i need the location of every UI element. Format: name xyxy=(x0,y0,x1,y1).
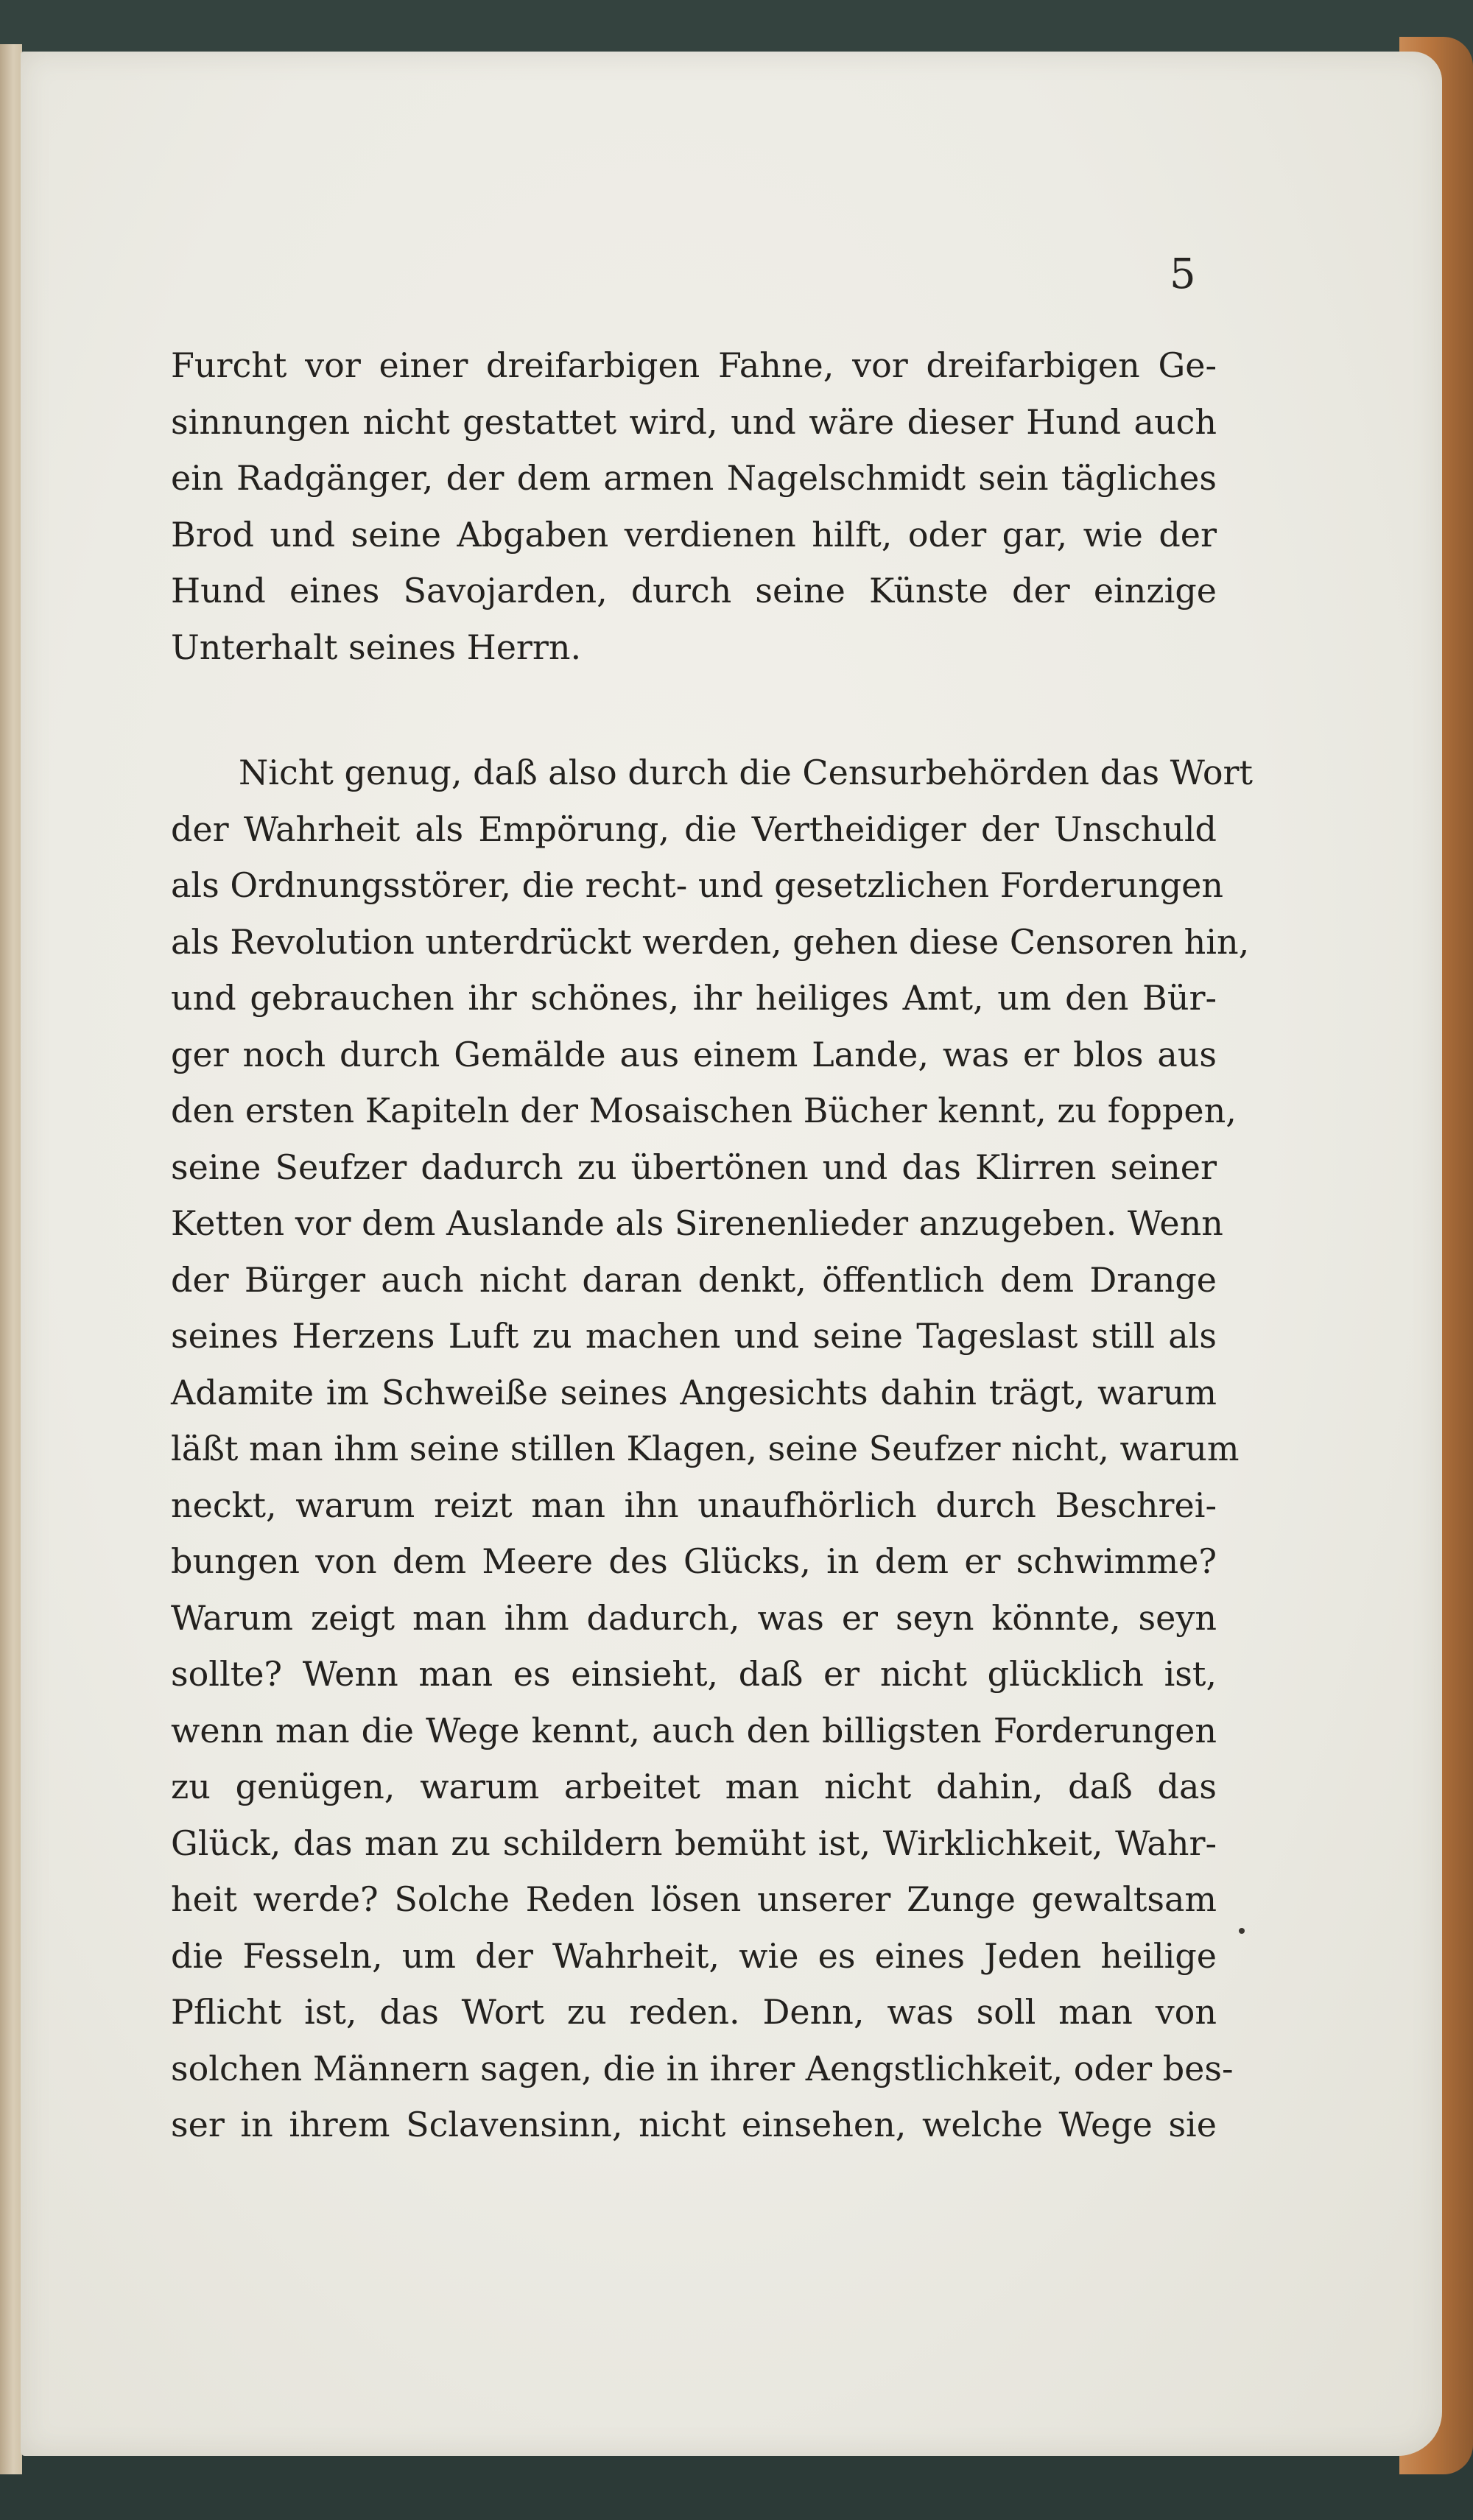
text-line: und gebrauchen ihr schönes, ihr heiliges Amt, um den Bür- xyxy=(171,978,1217,1018)
text-line: solchen Männern sagen, die in ihrer Aengstlichkeit, oder bes- xyxy=(171,2048,1234,2088)
text-line: neckt, warum reizt man ihn unaufhörlich durch Beschrei- xyxy=(171,1485,1217,1525)
text-line: den ersten Kapiteln der Mosaischen Bücher kennt, zu foppen, xyxy=(171,1091,1237,1130)
text-line: Hund eines Savojarden, durch seine Künste der einzige xyxy=(171,571,1217,610)
paragraph-gap xyxy=(171,675,1217,745)
text-line: als Revolution unterdrückt werden, gehen diese Censoren hin, xyxy=(171,921,1250,962)
text-line: bungen von dem Meere des Glücks, in dem er schwimme? xyxy=(171,1541,1217,1581)
text-line: sinnungen nicht gestattet wird, und wäre dieser Hund auch xyxy=(171,401,1217,442)
text-line: Pflicht ist, das Wort zu reden. Denn, was soll man von xyxy=(171,1992,1217,2032)
text-line: ger noch durch Gemälde aus einem Lande, was er blos aus xyxy=(171,1034,1217,1074)
body-text xyxy=(171,337,1254,2153)
page-number: 5 xyxy=(1170,250,1196,298)
text-line: Brod und seine Abgaben verdienen hilft, oder gar, wie der xyxy=(171,514,1217,555)
text-line: seines Herzens Luft zu machen und seine Tageslast still als xyxy=(171,1316,1217,1356)
text-line: Unterhalt seines Herrn. xyxy=(171,627,582,667)
paragraph xyxy=(171,745,1254,2153)
text-line: seine Seufzer dadurch zu übertönen und das Klirren seiner xyxy=(171,1147,1217,1187)
text-line: ser in ihrem Sclavensinn, nicht einsehen, welche Wege sie xyxy=(171,2105,1217,2144)
text-line: läßt man ihm seine stillen Klagen, seine Seufzer nicht, warum xyxy=(171,1429,1240,1468)
text-line: Adamite im Schweiße seines Angesichts dahin trägt, warum xyxy=(171,1372,1217,1412)
text-line: als Ordnungsstörer, die recht- und gesetzlichen Forderungen xyxy=(171,865,1223,905)
paragraph xyxy=(171,337,1217,675)
text-line: der Wahrheit als Empörung, die Vertheidiger der Unschuld xyxy=(171,809,1217,849)
text-line: Ketten vor dem Auslande als Sirenenlieder anzugeben. Wenn xyxy=(171,1203,1223,1243)
text-line: zu genügen, warum arbeitet man nicht dahin, daß das xyxy=(171,1767,1217,1806)
text-line: wenn man die Wege kennt, auch den billigsten Forderungen xyxy=(171,1710,1217,1750)
text-line: Furcht vor einer dreifarbigen Fahne, vor dreifarbigen Ge- xyxy=(171,345,1217,385)
text-line: der Bürger auch nicht daran denkt, öffentlich dem Drange xyxy=(171,1259,1217,1300)
text-line: Nicht genug, daß also durch die Censurbehörden das Wort xyxy=(239,753,1254,792)
text-line: Glück, das man zu schildern bemüht ist, Wirklichkeit, Wahr- xyxy=(171,1823,1217,1863)
text-line: Warum zeigt man ihm dadurch, was er seyn könnte, seyn xyxy=(171,1597,1217,1638)
ink-speck xyxy=(1239,1928,1245,1934)
text-line: heit werde? Solche Reden lösen unserer Zunge gewaltsam xyxy=(171,1879,1217,1919)
text-line: ein Radgänger, der dem armen Nagelschmidt sein tägliches xyxy=(171,458,1217,498)
binding-edge xyxy=(0,44,22,2474)
text-line: sollte? Wenn man es einsieht, daß er nicht glücklich ist, xyxy=(171,1654,1217,1694)
text-line: die Fesseln, um der Wahrheit, wie es eines Jeden heilige xyxy=(171,1935,1217,1976)
